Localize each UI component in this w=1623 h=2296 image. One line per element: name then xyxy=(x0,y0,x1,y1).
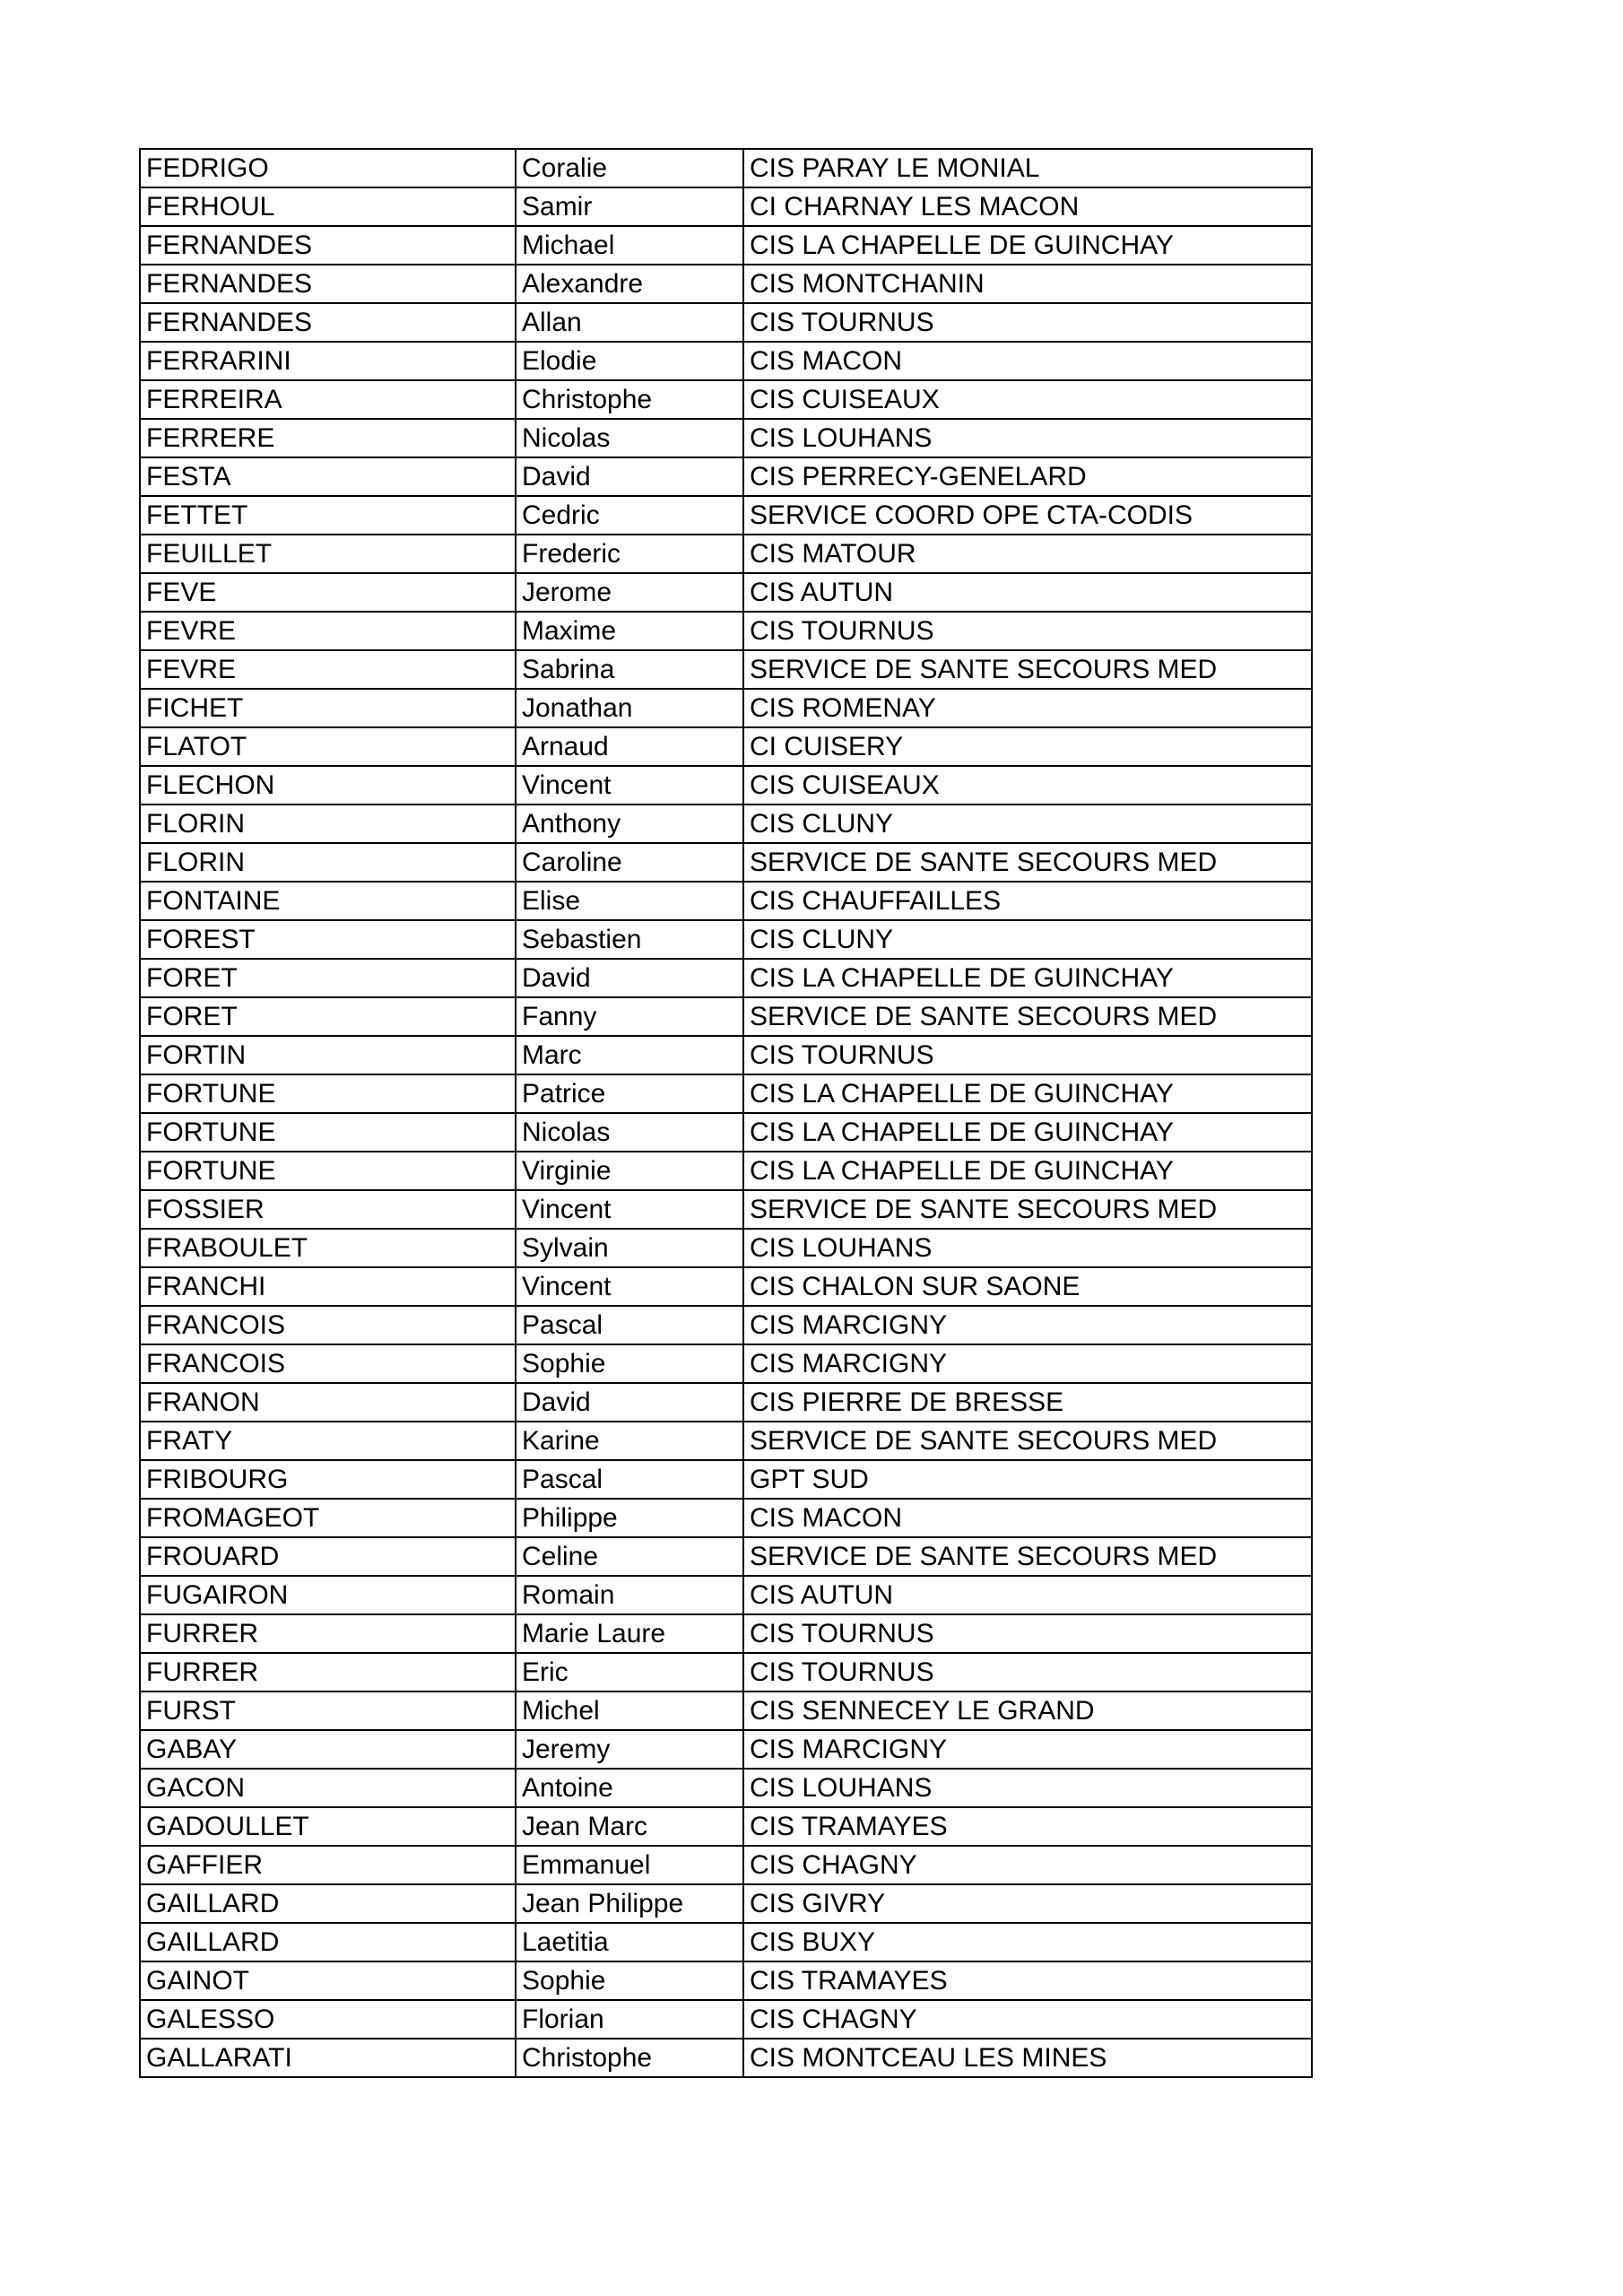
unit-cell: CIS MARCIGNY xyxy=(743,1306,1312,1344)
last-name-cell: FLECHON xyxy=(140,766,516,804)
first-name-cell: Cedric xyxy=(516,496,743,535)
last-name-cell: FETTET xyxy=(140,496,516,535)
first-name-cell: Antoine xyxy=(516,1769,743,1807)
table-row xyxy=(140,766,1312,804)
last-name-cell: FONTAINE xyxy=(140,882,516,920)
table-row xyxy=(140,303,1312,342)
table-row xyxy=(140,265,1312,303)
last-name-cell: FLATOT xyxy=(140,727,516,766)
table-row xyxy=(140,1460,1312,1499)
unit-cell: CIS LA CHAPELLE DE GUINCHAY xyxy=(743,1152,1312,1190)
table-row xyxy=(140,1692,1312,1730)
unit-cell: CIS MARCIGNY xyxy=(743,1730,1312,1769)
unit-cell: CIS TOURNUS xyxy=(743,1614,1312,1653)
unit-cell: CIS TOURNUS xyxy=(743,612,1312,650)
first-name-cell: Alexandre xyxy=(516,265,743,303)
table-row xyxy=(140,342,1312,380)
unit-cell: SERVICE DE SANTE SECOURS MED xyxy=(743,997,1312,1036)
first-name-cell: Vincent xyxy=(516,1267,743,1306)
unit-cell: CIS MATOUR xyxy=(743,535,1312,573)
table-row xyxy=(140,1614,1312,1653)
unit-cell: CIS LA CHAPELLE DE GUINCHAY xyxy=(743,1113,1312,1152)
unit-cell: CIS AUTUN xyxy=(743,573,1312,612)
last-name-cell: FROMAGEOT xyxy=(140,1499,516,1537)
first-name-cell: Philippe xyxy=(516,1499,743,1537)
table-row xyxy=(140,149,1312,187)
last-name-cell: GADOULLET xyxy=(140,1807,516,1846)
first-name-cell: Vincent xyxy=(516,766,743,804)
last-name-cell: FROUARD xyxy=(140,1537,516,1576)
last-name-cell: FORET xyxy=(140,997,516,1036)
last-name-cell: FEDRIGO xyxy=(140,149,516,187)
table-row xyxy=(140,1152,1312,1190)
first-name-cell: Marc xyxy=(516,1036,743,1074)
first-name-cell: Coralie xyxy=(516,149,743,187)
first-name-cell: Virginie xyxy=(516,1152,743,1190)
first-name-cell: Michael xyxy=(516,226,743,265)
unit-cell: CIS AUTUN xyxy=(743,1576,1312,1614)
unit-cell: CIS SENNECEY LE GRAND xyxy=(743,1692,1312,1730)
last-name-cell: FRABOULET xyxy=(140,1229,516,1267)
table-row xyxy=(140,380,1312,419)
first-name-cell: Jean Philippe xyxy=(516,1884,743,1923)
last-name-cell: FICHET xyxy=(140,689,516,727)
table-row xyxy=(140,1961,1312,2000)
unit-cell: CIS PERRECY-GENELARD xyxy=(743,457,1312,496)
first-name-cell: Christophe xyxy=(516,380,743,419)
first-name-cell: Jean Marc xyxy=(516,1807,743,1846)
unit-cell: CIS GIVRY xyxy=(743,1884,1312,1923)
last-name-cell: FERREIRA xyxy=(140,380,516,419)
last-name-cell: FRANCHI xyxy=(140,1267,516,1306)
table-row xyxy=(140,1267,1312,1306)
unit-cell: CIS PARAY LE MONIAL xyxy=(743,149,1312,187)
last-name-cell: FEUILLET xyxy=(140,535,516,573)
table-row xyxy=(140,226,1312,265)
first-name-cell: David xyxy=(516,959,743,997)
table-row xyxy=(140,1846,1312,1884)
first-name-cell: Eric xyxy=(516,1653,743,1692)
unit-cell: SERVICE DE SANTE SECOURS MED xyxy=(743,1537,1312,1576)
first-name-cell: Nicolas xyxy=(516,419,743,457)
last-name-cell: FOREST xyxy=(140,920,516,959)
first-name-cell: Elodie xyxy=(516,342,743,380)
first-name-cell: Romain xyxy=(516,1576,743,1614)
table-row xyxy=(140,1807,1312,1846)
last-name-cell: FERNANDES xyxy=(140,303,516,342)
last-name-cell: FRANCOIS xyxy=(140,1306,516,1344)
table-row xyxy=(140,1229,1312,1267)
first-name-cell: Sabrina xyxy=(516,650,743,689)
unit-cell: CIS TOURNUS xyxy=(743,1036,1312,1074)
first-name-cell: Marie Laure xyxy=(516,1614,743,1653)
unit-cell: CIS CHAGNY xyxy=(743,1846,1312,1884)
last-name-cell: FEVE xyxy=(140,573,516,612)
unit-cell: CIS MARCIGNY xyxy=(743,1344,1312,1383)
first-name-cell: Patrice xyxy=(516,1074,743,1113)
last-name-cell: FOSSIER xyxy=(140,1190,516,1229)
first-name-cell: Allan xyxy=(516,303,743,342)
last-name-cell: FURRER xyxy=(140,1614,516,1653)
table-row xyxy=(140,843,1312,882)
last-name-cell: FERRARINI xyxy=(140,342,516,380)
table-row xyxy=(140,920,1312,959)
first-name-cell: Sophie xyxy=(516,1961,743,2000)
unit-cell: CIS CHALON SUR SAONE xyxy=(743,1267,1312,1306)
last-name-cell: FEVRE xyxy=(140,612,516,650)
table-row xyxy=(140,1884,1312,1923)
first-name-cell: Frederic xyxy=(516,535,743,573)
table-row xyxy=(140,997,1312,1036)
first-name-cell: Vincent xyxy=(516,1190,743,1229)
first-name-cell: Christophe xyxy=(516,2039,743,2077)
unit-cell: CIS TRAMAYES xyxy=(743,1807,1312,1846)
unit-cell: CIS LOUHANS xyxy=(743,1769,1312,1807)
unit-cell: CIS LOUHANS xyxy=(743,1229,1312,1267)
first-name-cell: Florian xyxy=(516,2000,743,2039)
last-name-cell: FRANCOIS xyxy=(140,1344,516,1383)
last-name-cell: FRIBOURG xyxy=(140,1460,516,1499)
last-name-cell: FORTUNE xyxy=(140,1074,516,1113)
first-name-cell: Sebastien xyxy=(516,920,743,959)
table-row xyxy=(140,2000,1312,2039)
table-row xyxy=(140,2039,1312,2077)
table-row xyxy=(140,1190,1312,1229)
first-name-cell: Sylvain xyxy=(516,1229,743,1267)
unit-cell: CIS LA CHAPELLE DE GUINCHAY xyxy=(743,226,1312,265)
table-row xyxy=(140,727,1312,766)
unit-cell: GPT SUD xyxy=(743,1460,1312,1499)
personnel-table xyxy=(139,148,1313,2078)
unit-cell: CIS LA CHAPELLE DE GUINCHAY xyxy=(743,959,1312,997)
table-row xyxy=(140,1036,1312,1074)
last-name-cell: FLORIN xyxy=(140,843,516,882)
first-name-cell: Jerome xyxy=(516,573,743,612)
first-name-cell: Fanny xyxy=(516,997,743,1036)
table-row xyxy=(140,1344,1312,1383)
last-name-cell: FURRER xyxy=(140,1653,516,1692)
table-row xyxy=(140,1074,1312,1113)
unit-cell: CIS CHAGNY xyxy=(743,2000,1312,2039)
last-name-cell: GALLARATI xyxy=(140,2039,516,2077)
table-row xyxy=(140,1499,1312,1537)
table-row xyxy=(140,1923,1312,1961)
last-name-cell: FERHOUL xyxy=(140,187,516,226)
unit-cell: CIS LOUHANS xyxy=(743,419,1312,457)
last-name-cell: GALESSO xyxy=(140,2000,516,2039)
unit-cell: CIS ROMENAY xyxy=(743,689,1312,727)
unit-cell: CIS CHAUFFAILLES xyxy=(743,882,1312,920)
first-name-cell: Celine xyxy=(516,1537,743,1576)
last-name-cell: GAILLARD xyxy=(140,1923,516,1961)
table-row xyxy=(140,496,1312,535)
last-name-cell: FORTIN xyxy=(140,1036,516,1074)
first-name-cell: Maxime xyxy=(516,612,743,650)
unit-cell: CIS TRAMAYES xyxy=(743,1961,1312,2000)
table-row xyxy=(140,535,1312,573)
first-name-cell: Pascal xyxy=(516,1460,743,1499)
table-row xyxy=(140,1730,1312,1769)
table-row xyxy=(140,187,1312,226)
unit-cell: SERVICE DE SANTE SECOURS MED xyxy=(743,843,1312,882)
table-row xyxy=(140,650,1312,689)
first-name-cell: Nicolas xyxy=(516,1113,743,1152)
unit-cell: CIS CLUNY xyxy=(743,804,1312,843)
table-row xyxy=(140,457,1312,496)
first-name-cell: Emmanuel xyxy=(516,1846,743,1884)
first-name-cell: Samir xyxy=(516,187,743,226)
last-name-cell: FLORIN xyxy=(140,804,516,843)
unit-cell: CIS TOURNUS xyxy=(743,1653,1312,1692)
last-name-cell: FEVRE xyxy=(140,650,516,689)
table-row xyxy=(140,612,1312,650)
first-name-cell: Jonathan xyxy=(516,689,743,727)
unit-cell: SERVICE DE SANTE SECOURS MED xyxy=(743,650,1312,689)
last-name-cell: GACON xyxy=(140,1769,516,1807)
unit-cell: CIS CLUNY xyxy=(743,920,1312,959)
unit-cell: CIS MACON xyxy=(743,342,1312,380)
personnel-table-body xyxy=(140,149,1312,2077)
table-row xyxy=(140,1576,1312,1614)
last-name-cell: FURST xyxy=(140,1692,516,1730)
first-name-cell: Caroline xyxy=(516,843,743,882)
table-row xyxy=(140,1383,1312,1422)
last-name-cell: FRANON xyxy=(140,1383,516,1422)
first-name-cell: Michel xyxy=(516,1692,743,1730)
table-row xyxy=(140,1769,1312,1807)
table-row xyxy=(140,419,1312,457)
unit-cell: CIS MONTCHANIN xyxy=(743,265,1312,303)
last-name-cell: FERRERE xyxy=(140,419,516,457)
unit-cell: SERVICE COORD OPE CTA-CODIS xyxy=(743,496,1312,535)
last-name-cell: FESTA xyxy=(140,457,516,496)
last-name-cell: GAILLARD xyxy=(140,1884,516,1923)
unit-cell: CIS MACON xyxy=(743,1499,1312,1537)
unit-cell: CIS TOURNUS xyxy=(743,303,1312,342)
unit-cell: SERVICE DE SANTE SECOURS MED xyxy=(743,1190,1312,1229)
first-name-cell: David xyxy=(516,457,743,496)
table-row xyxy=(140,804,1312,843)
unit-cell: CIS CUISEAUX xyxy=(743,380,1312,419)
table-row xyxy=(140,689,1312,727)
unit-cell: CI CUISERY xyxy=(743,727,1312,766)
last-name-cell: FORTUNE xyxy=(140,1152,516,1190)
last-name-cell: FORET xyxy=(140,959,516,997)
unit-cell: CIS CUISEAUX xyxy=(743,766,1312,804)
table-row xyxy=(140,1113,1312,1152)
first-name-cell: David xyxy=(516,1383,743,1422)
unit-cell: CIS PIERRE DE BRESSE xyxy=(743,1383,1312,1422)
unit-cell: SERVICE DE SANTE SECOURS MED xyxy=(743,1422,1312,1460)
last-name-cell: FUGAIRON xyxy=(140,1576,516,1614)
last-name-cell: FRATY xyxy=(140,1422,516,1460)
table-row xyxy=(140,573,1312,612)
last-name-cell: FORTUNE xyxy=(140,1113,516,1152)
unit-cell: CIS MONTCEAU LES MINES xyxy=(743,2039,1312,2077)
last-name-cell: GAINOT xyxy=(140,1961,516,2000)
first-name-cell: Arnaud xyxy=(516,727,743,766)
last-name-cell: GAFFIER xyxy=(140,1846,516,1884)
last-name-cell: GABAY xyxy=(140,1730,516,1769)
last-name-cell: FERNANDES xyxy=(140,265,516,303)
table-row xyxy=(140,1422,1312,1460)
first-name-cell: Karine xyxy=(516,1422,743,1460)
table-row xyxy=(140,1653,1312,1692)
table-row xyxy=(140,1306,1312,1344)
first-name-cell: Anthony xyxy=(516,804,743,843)
first-name-cell: Laetitia xyxy=(516,1923,743,1961)
unit-cell: CIS BUXY xyxy=(743,1923,1312,1961)
last-name-cell: FERNANDES xyxy=(140,226,516,265)
table-row xyxy=(140,882,1312,920)
unit-cell: CI CHARNAY LES MACON xyxy=(743,187,1312,226)
first-name-cell: Pascal xyxy=(516,1306,743,1344)
unit-cell: CIS LA CHAPELLE DE GUINCHAY xyxy=(743,1074,1312,1113)
first-name-cell: Jeremy xyxy=(516,1730,743,1769)
table-row xyxy=(140,959,1312,997)
first-name-cell: Elise xyxy=(516,882,743,920)
table-row xyxy=(140,1537,1312,1576)
first-name-cell: Sophie xyxy=(516,1344,743,1383)
